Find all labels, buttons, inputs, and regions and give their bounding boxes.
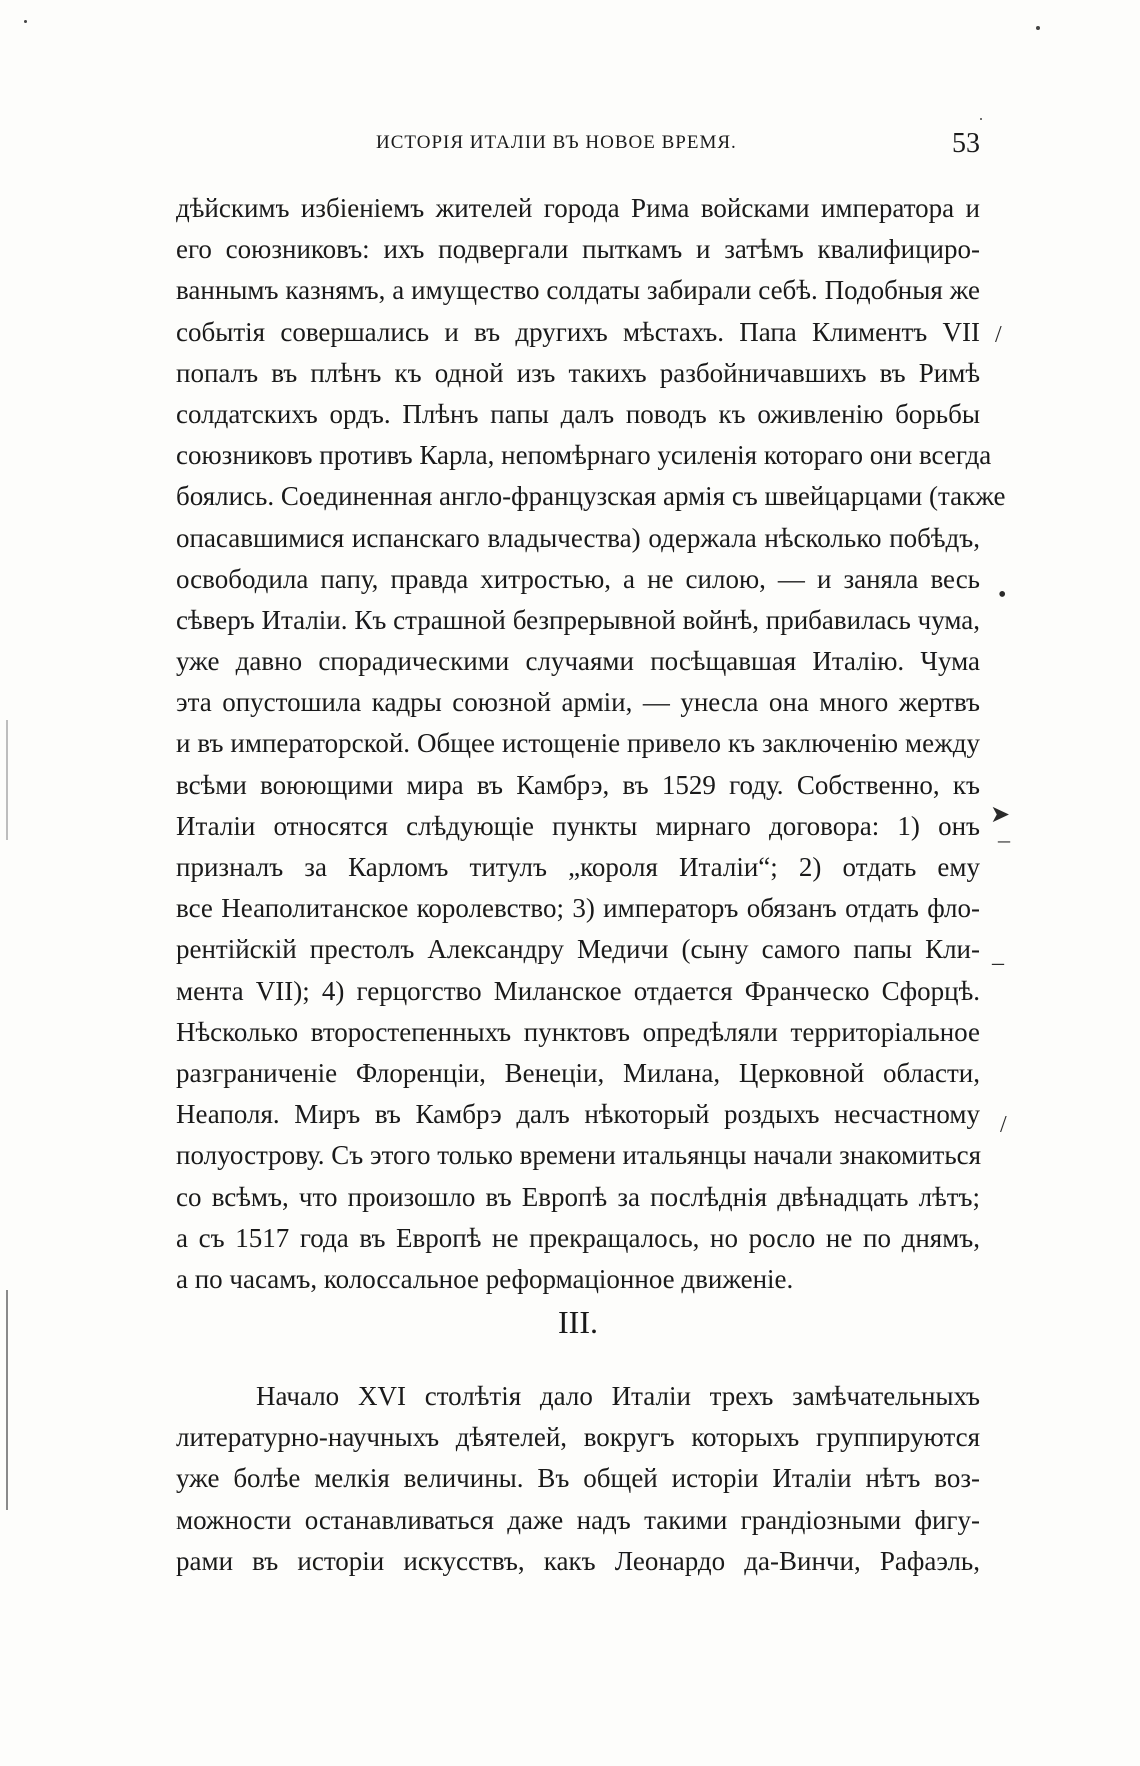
text-line: а по часамъ, колоссальное реформаціонное движеніе. (176, 1263, 794, 1294)
text-line: литературно-научныхъ дѣятелей, вокругъ которыхъ группируются (176, 1422, 980, 1453)
text-line: Начало XVI столѣтія дало Италіи трехъ замѣчательныхъ (256, 1381, 980, 1411)
text-line: уже давно спорадическими случаями посѣщавшая Италію. Чума (176, 646, 980, 677)
text-line: всѣми воюющими мира въ Камбрэ, въ 1529 году. Собственно, къ (176, 769, 980, 800)
text-line: со всѣмъ, что произошло въ Европѣ за послѣднія двѣнадцать лѣтъ; (176, 1181, 980, 1212)
text-line: полуострову. Съ этого только времени итальянцы начали знакомиться (176, 1140, 982, 1171)
text-line: боялись. Соединенная англо-французская армія съ швейцарцами (также (176, 481, 1006, 512)
main-paragraph (176, 188, 1006, 1300)
text-line: его союзниковъ: ихъ подвергали пыткамъ и затѣмъ квалифициро- (176, 234, 980, 265)
scan-speck (980, 118, 982, 120)
margin-tick-mark: • (998, 582, 1007, 608)
text-line: рентійскій престолъ Александру Медичи (сыну самого папы Кли- (176, 934, 980, 965)
page-edge-shadow (6, 1290, 8, 1510)
margin-dash-mark: – (992, 950, 1004, 976)
margin-arrow-mark: ➤ (990, 802, 1011, 828)
text-line: Италіи относятся слѣдующіе пункты мирнаго договора: 1) онъ (176, 810, 980, 841)
scan-speck (24, 20, 27, 23)
text-line: разграниченіе Флоренціи, Венеціи, Милана, Церковной области, (176, 1057, 980, 1088)
text-line: попалъ въ плѣнъ къ одной изъ такихъ разбойничавшихъ въ Римѣ (176, 357, 980, 388)
margin-tick-mark: / (995, 322, 1002, 348)
scan-speck (1036, 26, 1040, 30)
text-line: эта опустошила кадры союзной арміи, — унесла она много жертвъ (176, 687, 980, 718)
text-line: можности останавливаться даже надъ такими грандіозными фигу- (176, 1504, 980, 1535)
text-line: мента VII); 4) герцогство Миланское отдается Франческо Сфорцѣ. (176, 975, 980, 1006)
margin-slash-mark: / (1000, 1112, 1007, 1138)
section-heading: III. (558, 1304, 598, 1340)
text-line: событія совершались и въ другихъ мѣстахъ. Папа Климентъ VII (176, 316, 980, 347)
page-number: 53 (952, 128, 980, 159)
text-line: опасавшимися испанскаго владычества) одержала нѣсколько побѣдъ, (176, 522, 980, 553)
text-line: ваннымъ казнямъ, а имущество солдаты забирали себѣ. Подобныя же (176, 275, 980, 306)
text-line: солдатскихъ ордъ. Плѣнъ папы далъ поводъ къ оживленію борьбы (176, 398, 980, 429)
text-line: а съ 1517 года въ Европѣ не прекращалось, но росло не по днямъ, (176, 1222, 980, 1253)
text-line: рами въ исторіи искусствъ, какъ Леонардо да-Винчи, Рафаэль, (176, 1545, 980, 1576)
text-line: дѣйскимъ избіеніемъ жителей города Рима войсками императора и (176, 193, 980, 223)
text-line: призналъ за Карломъ титулъ „короля Италіи“; 2) отдать ему (176, 852, 980, 882)
running-title: ИСТОРІЯ ИТАЛІИ ВЪ НОВОЕ ВРЕМЯ. (376, 132, 737, 153)
running-head (176, 128, 980, 168)
page-edge-shadow (6, 720, 8, 840)
section-paragraph (176, 1376, 980, 1582)
text-line: сѣверъ Италіи. Къ страшной безпрерывной войнѣ, прибавилась чума, (176, 604, 980, 635)
margin-dash-mark: ¯ (998, 840, 1010, 866)
text-line: союзниковъ противъ Карла, непомѣрнаго усиленія котораго они всегда (176, 440, 992, 471)
text-line: Неаполя. Миръ въ Камбрэ далъ нѣкоторый роздыхъ несчастному (176, 1099, 980, 1130)
text-line: освободила папу, правда хитростью, а не силою, — и заняла весь (176, 563, 980, 594)
text-line: Нѣсколько второстепенныхъ пунктовъ опредѣляли территоріальное (176, 1016, 980, 1047)
text-line: уже болѣе мелкія величины. Въ общей исторіи Италіи нѣтъ воз- (176, 1463, 980, 1494)
text-line: и въ императорской. Общее истощеніе привело къ заключенію между (176, 728, 980, 759)
text-line: все Неаполитанское королевство; 3) императоръ обязанъ отдать фло- (176, 893, 980, 924)
